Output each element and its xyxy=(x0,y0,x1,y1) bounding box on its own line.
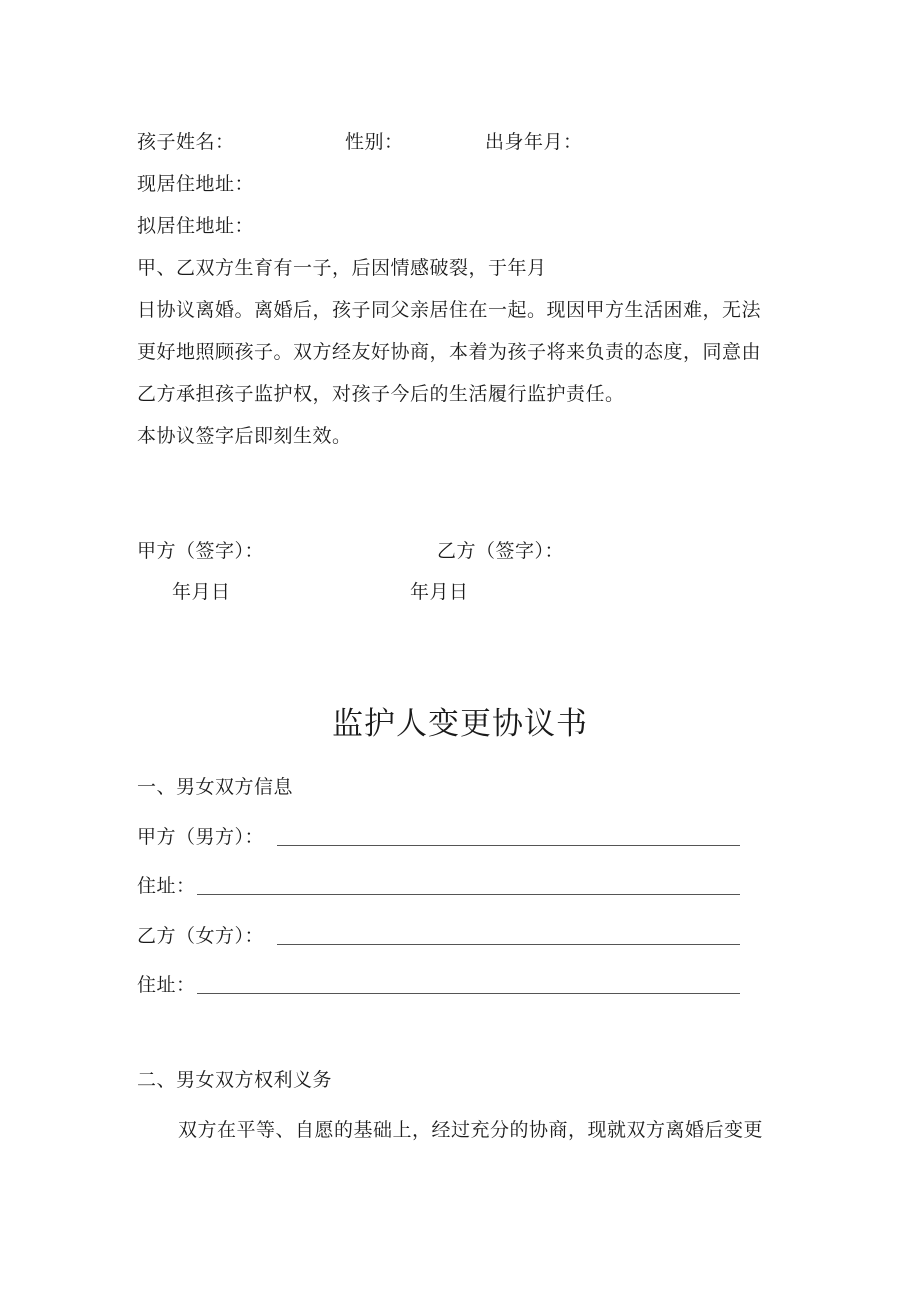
party-a-signature-label: 甲方（签字）： xyxy=(137,540,265,562)
section-2-heading: 二、男女双方权利义务 xyxy=(137,1069,333,1091)
planned-address-label: 拟居住地址： xyxy=(137,215,255,237)
party-b-date-label: 年月日 xyxy=(410,581,469,603)
paragraph-line-4: 乙方承担孩子监护权，对孩子今后的生活履行监护责任。 xyxy=(137,383,625,405)
party-b-address-blank-line[interactable] xyxy=(197,993,740,994)
party-b-signature-label: 乙方（签字）： xyxy=(437,540,565,562)
party-b-female-label: 乙方（女方）： xyxy=(137,925,265,947)
paragraph-line-5: 本协议签字后即刻生效。 xyxy=(137,425,352,447)
party-a-address-blank-line[interactable] xyxy=(197,894,740,895)
section-2-paragraph: 双方在平等、自愿的基础上，经过充分的协商，现就双方离婚后变更 xyxy=(178,1119,764,1141)
child-name-label: 孩子姓名： xyxy=(137,131,235,153)
party-a-blank-line[interactable] xyxy=(277,845,740,846)
paragraph-line-1: 甲、乙双方生育有一子，后因情感破裂，于年月 xyxy=(137,257,547,279)
agreement-title: 监护人变更协议书 xyxy=(332,706,588,742)
party-b-address-label: 住址： xyxy=(137,974,196,996)
current-address-label: 现居住地址： xyxy=(137,173,255,195)
paragraph-line-3: 更好地照顾孩子。双方经友好协商，本着为孩子将来负责的态度，同意由 xyxy=(137,341,762,363)
party-a-male-label: 甲方（男方）： xyxy=(137,826,265,848)
party-a-date-label: 年月日 xyxy=(172,581,231,603)
section-1-heading: 一、男女双方信息 xyxy=(137,776,294,798)
party-b-blank-line[interactable] xyxy=(277,944,740,945)
party-a-address-label: 住址： xyxy=(137,875,196,897)
paragraph-line-2: 日协议离婚。离婚后，孩子同父亲居住在一起。现因甲方生活困难，无法 xyxy=(137,299,762,321)
child-gender-label: 性别： xyxy=(345,131,404,153)
child-birth-label: 出身年月： xyxy=(485,131,583,153)
